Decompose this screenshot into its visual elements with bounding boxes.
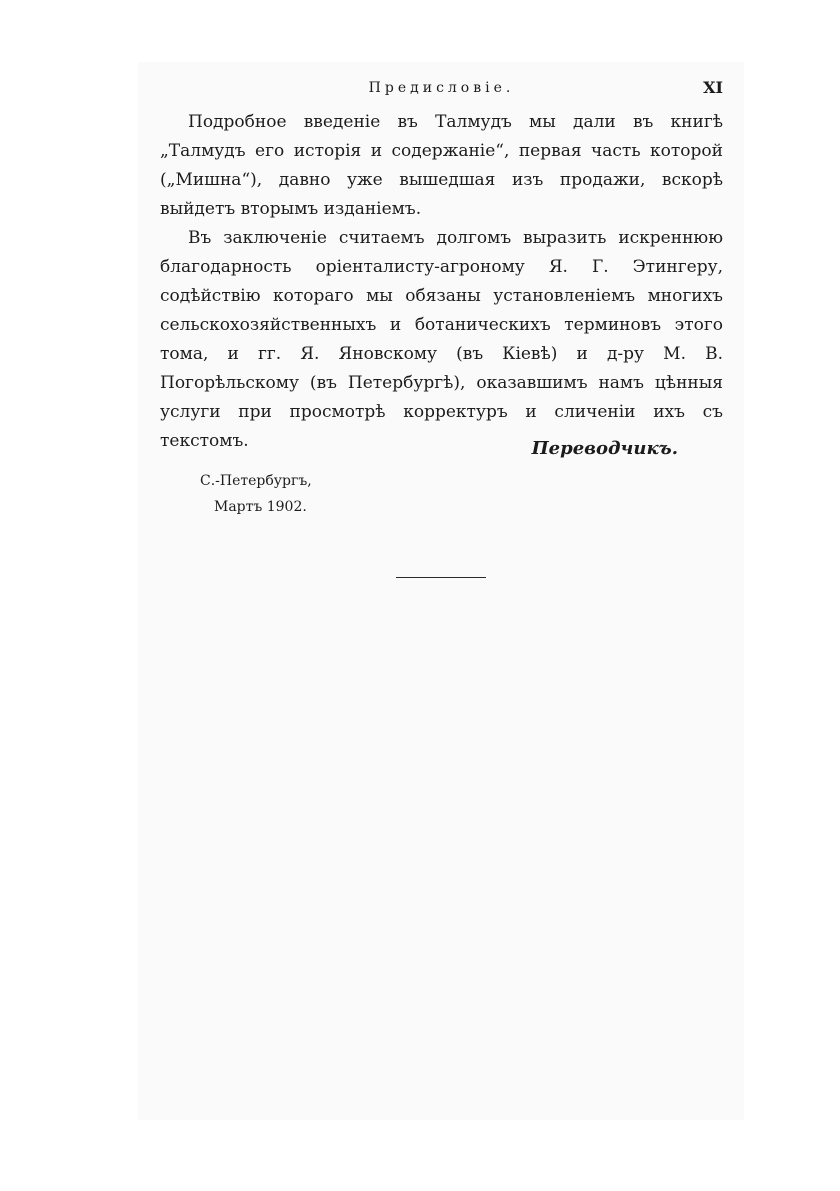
paragraph-acknowledgements: Въ заключеніе считаемъ долгомъ выразить искреннюю благодарность оріенталисту-агроному Я. Г. Этингеру, содѣйствію котораго мы обязаны установленіемъ многихъ сельскохозяйственныхъ и ботаническихъ терминовъ этого тома, и гг. Я. Яновскому (въ Кіевѣ) и д-ру М. В. Погорѣльскому (въ Петербургѣ), оказавшимъ намъ цѣнныя услуги при просмотрѣ корректуръ и сличеніи ихъ съ текстомъ. [160,228,723,451]
place-line: С.-Петербургъ, [200,473,312,489]
signature: Переводчикъ. [531,438,678,459]
place-date [200,468,312,520]
date-line: Мартъ 1902. [214,499,307,515]
page-number: XI [703,78,723,97]
paragraph-introduction: Подробное введеніе въ Талмудъ мы дали въ книгѣ „Талмудъ его исторія и содержаніе“, первая часть которой („Мишна“), давно уже вышедшая изъ продажи, вскорѣ выйдетъ вторымъ изданіемъ. [160,112,723,219]
body-text [160,108,723,456]
running-head [160,78,723,100]
running-title: Предисловіе. [368,80,515,96]
end-rule [396,577,486,578]
